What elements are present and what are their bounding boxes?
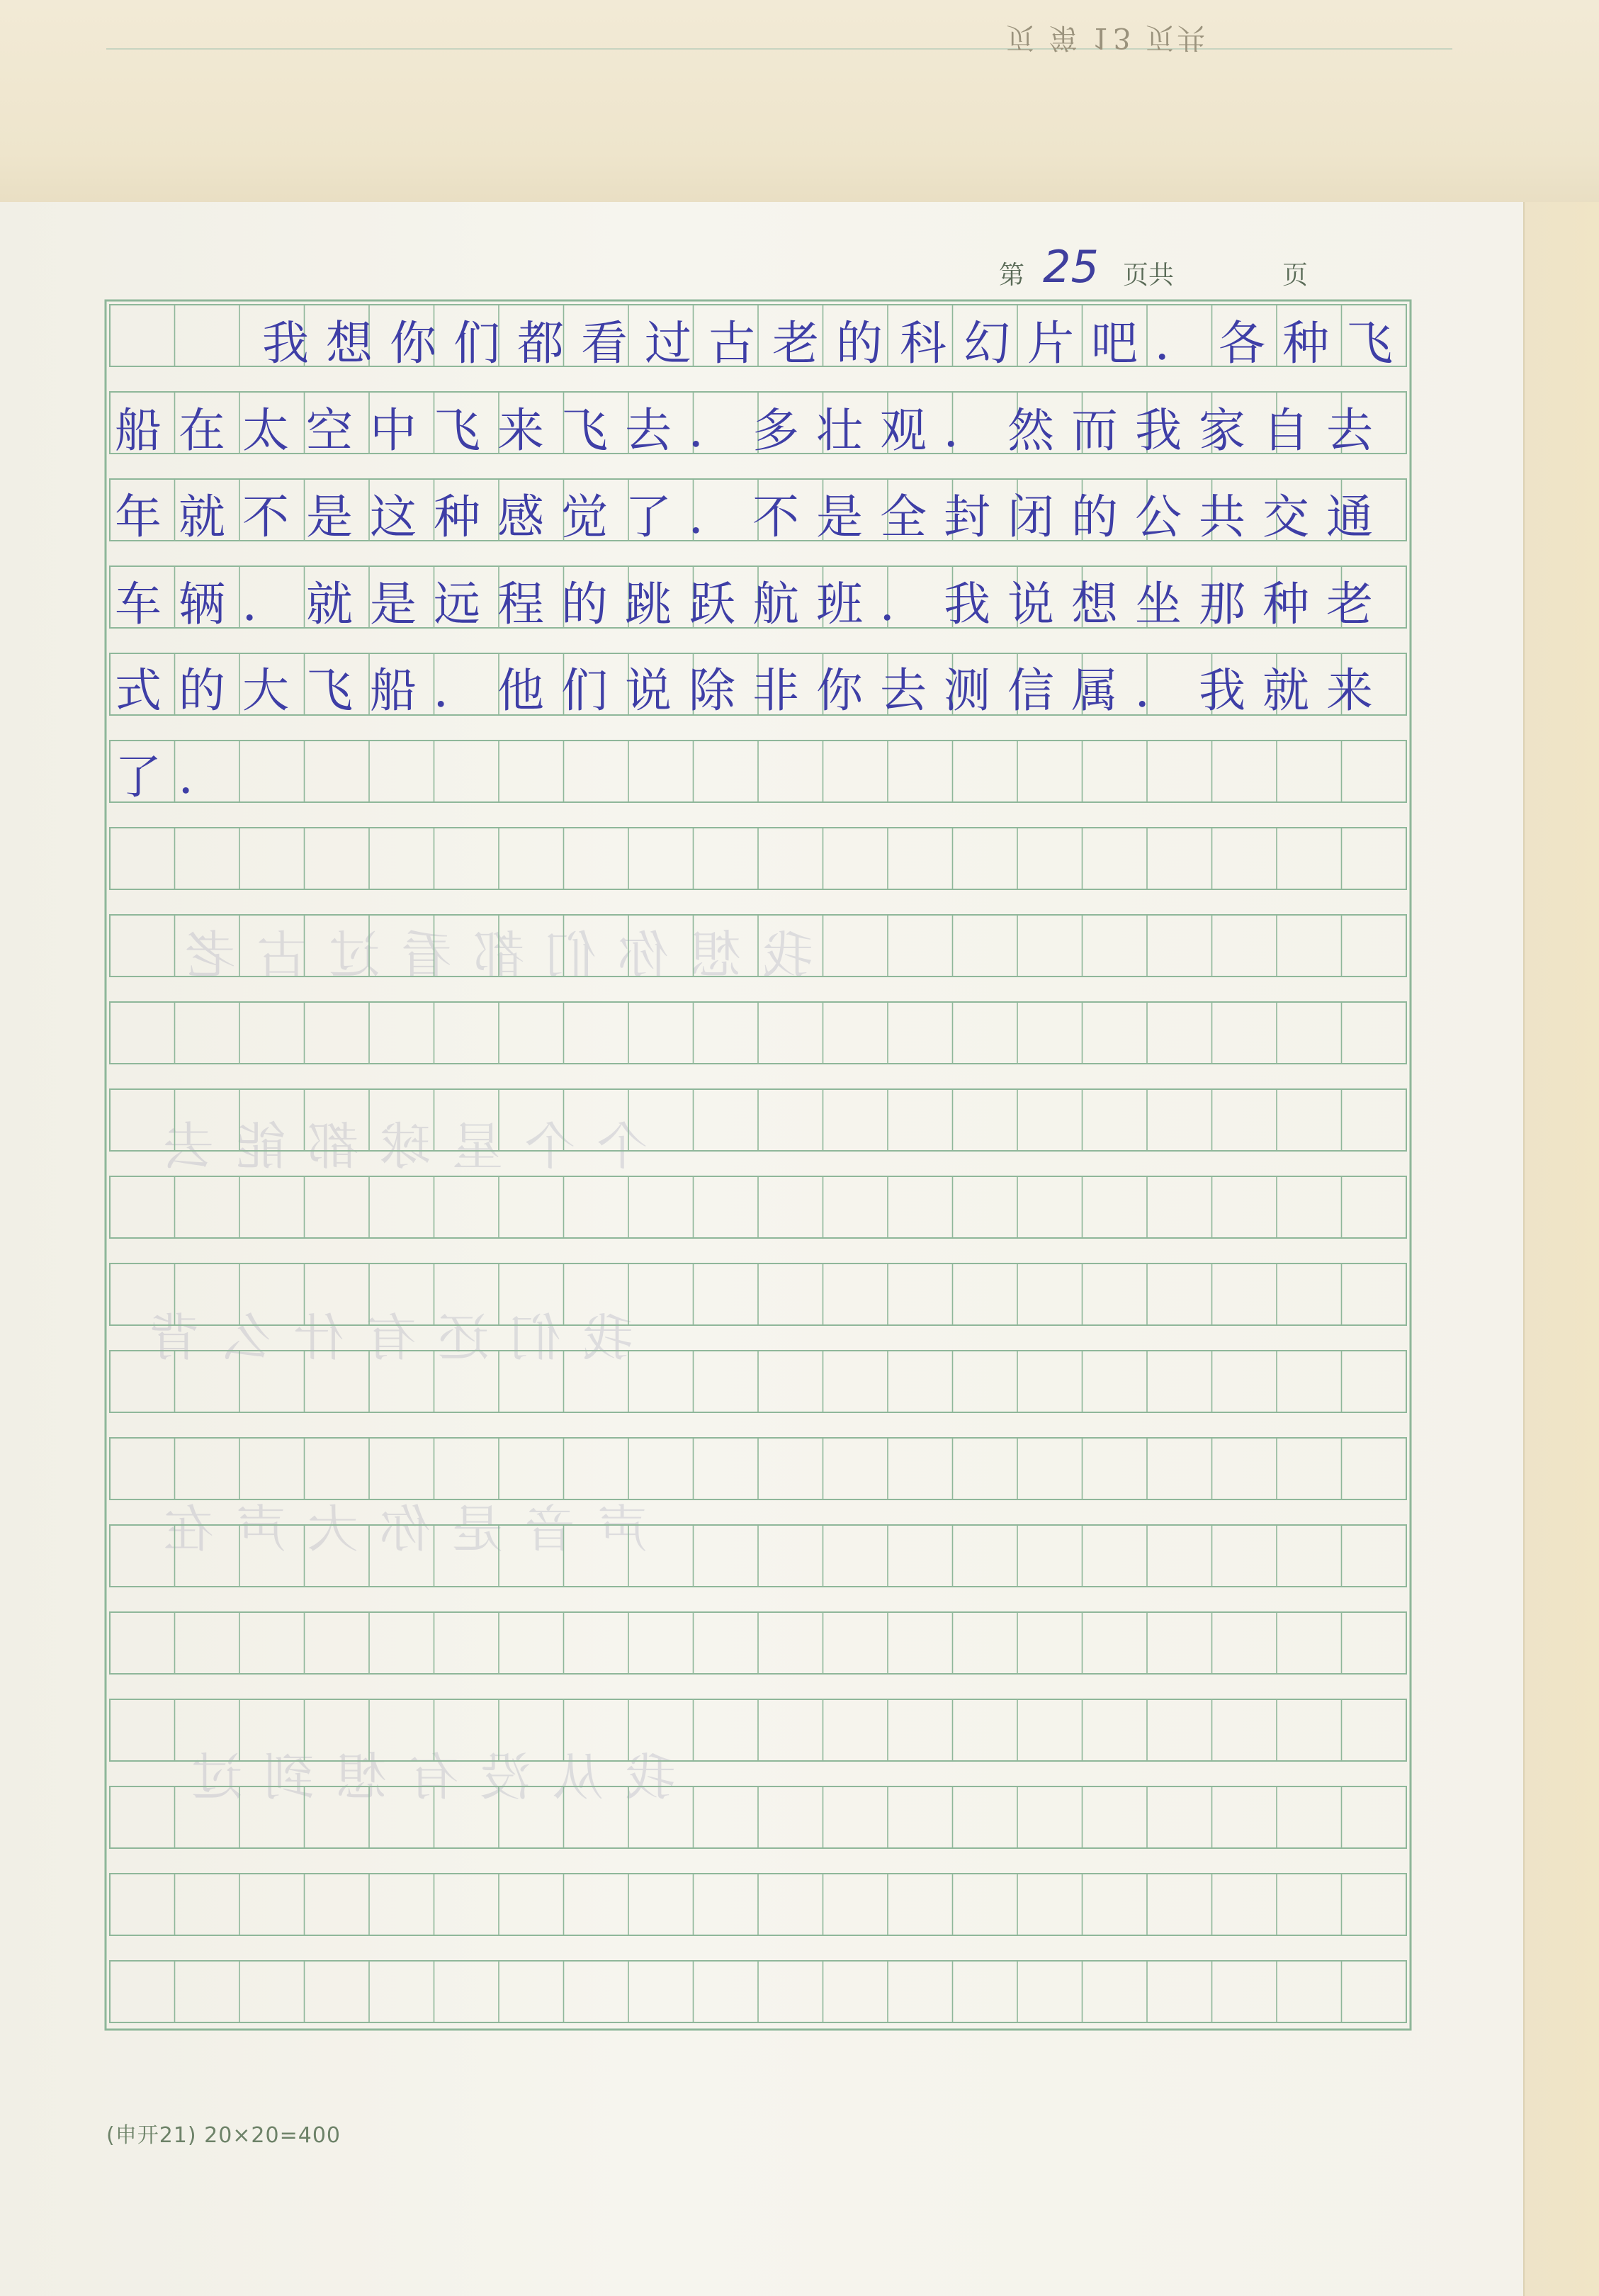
show-through-text: 我们还有什么背 xyxy=(128,1308,634,1368)
page-prefix: 第 xyxy=(999,261,1025,290)
grid-row xyxy=(110,1002,1406,1064)
grid-row xyxy=(110,1699,1406,1761)
grid-row xyxy=(110,1525,1406,1587)
flap-header-mirrored: 页 第 13 页共 xyxy=(1006,21,1209,54)
grid-row xyxy=(110,1089,1406,1151)
grid-row xyxy=(110,741,1406,802)
grid-row xyxy=(110,828,1406,889)
grid-row xyxy=(110,1176,1406,1238)
show-through-text: 个个星球都能去 xyxy=(142,1117,648,1176)
grid-row xyxy=(110,1351,1406,1412)
page-number: 25 xyxy=(1043,241,1099,293)
grid-row xyxy=(110,1264,1406,1325)
handwritten-line-4: 车辆．就是远程的跳跃航班．我说想坐那种老 xyxy=(115,577,1390,631)
paper-format-label: (申开21) 20×20=400 xyxy=(106,2123,341,2148)
grid-row xyxy=(110,1961,1406,2022)
grid-row xyxy=(110,1438,1406,1499)
handwritten-line-2: 船在太空中飞来飞去．多壮观．然而我家自去 xyxy=(115,403,1390,458)
grid-row xyxy=(110,1612,1406,1674)
handwritten-line-6: 了． xyxy=(115,750,242,804)
grid-row xyxy=(110,915,1406,977)
handwritten-line-1: 我想你们都看过古老的科幻片吧．各种飞 xyxy=(262,316,1410,371)
handwritten-line-3: 年就不是这种感觉了．不是全封闭的公共交通 xyxy=(115,490,1390,544)
show-through-text: 我从没有想到过 xyxy=(170,1748,677,1807)
grid-row xyxy=(110,1874,1406,1935)
page-middle: 页共 xyxy=(1123,261,1175,290)
page-suffix: 页 xyxy=(1282,261,1309,290)
handwritten-line-5: 式的大飞船．他们说除非你去测信属．我就来 xyxy=(115,663,1390,718)
show-through-text: 声音是你大声在 xyxy=(142,1499,648,1559)
show-through-text: 我想你们都看过古老 xyxy=(163,925,814,985)
grid-frame xyxy=(106,300,1411,2030)
grid-row xyxy=(110,1786,1406,1848)
page-number-field xyxy=(999,241,1325,298)
